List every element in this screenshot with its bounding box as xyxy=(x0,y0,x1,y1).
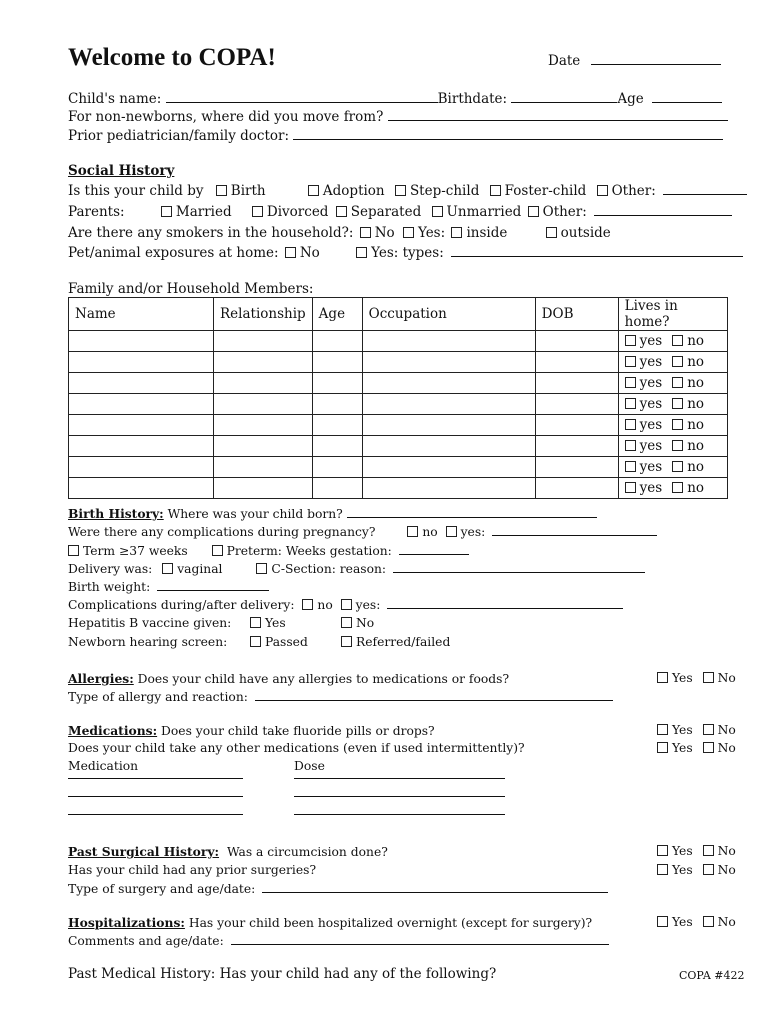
lives-yes-label: yes xyxy=(639,333,663,349)
hepb-label: Hepatitis B vaccine given: xyxy=(68,616,232,630)
separated-checkbox[interactable] xyxy=(336,206,347,217)
lives-in-home-cell xyxy=(618,331,727,352)
medications-row xyxy=(68,723,435,738)
prior-surgeries-no-checkbox[interactable] xyxy=(703,864,714,875)
del-no-checkbox[interactable] xyxy=(302,599,313,610)
delivery-complications-row xyxy=(68,597,623,612)
lives-yes-checkbox[interactable] xyxy=(625,356,636,367)
col-name: Name xyxy=(69,298,214,331)
lives-no-label: no xyxy=(687,375,705,391)
birth-checkbox[interactable] xyxy=(216,185,227,196)
lives-in-home-cell xyxy=(618,436,727,457)
child-name-label: Child's name: xyxy=(68,91,162,107)
allergy-type-field[interactable] xyxy=(255,689,613,701)
prior-surgeries-no-label: No xyxy=(717,863,736,877)
hepb-yes-option xyxy=(250,616,286,630)
dob-cell[interactable] xyxy=(535,478,618,499)
name-cell[interactable] xyxy=(69,394,214,415)
lives-yes-checkbox[interactable] xyxy=(625,335,636,346)
other-label: Other: xyxy=(611,183,656,199)
divorced-checkbox[interactable] xyxy=(252,206,263,217)
pets-row xyxy=(68,245,743,261)
hepb-no-option xyxy=(341,616,374,630)
family-member-row xyxy=(69,373,728,394)
other-meds-no-checkbox[interactable] xyxy=(703,742,714,753)
dob-cell[interactable] xyxy=(535,331,618,352)
adoption-label: Adoption xyxy=(322,183,385,199)
del-yes-label: yes: xyxy=(355,598,381,612)
lives-yes-label: yes xyxy=(639,480,663,496)
hosp-row xyxy=(68,915,592,930)
social-history-heading: Social History xyxy=(68,163,175,179)
circumcision-yes-checkbox[interactable] xyxy=(657,845,668,856)
smokers-label: Are there any smokers in the household?: xyxy=(68,225,354,241)
smokers-inside-checkbox[interactable] xyxy=(451,227,462,238)
child-by-label: Is this your child by xyxy=(68,183,204,199)
lives-in-home-cell xyxy=(618,394,727,415)
birth-weight-field[interactable] xyxy=(157,579,269,591)
hepb-no-checkbox[interactable] xyxy=(341,617,352,628)
allergies-no-label: No xyxy=(717,671,736,685)
birth-weight-label: Birth weight: xyxy=(68,580,151,594)
hosp-comments-label: Comments and age/date: xyxy=(68,934,224,948)
age-field[interactable] xyxy=(652,91,722,103)
del-yes-checkbox[interactable] xyxy=(341,599,352,610)
stepchild-checkbox[interactable] xyxy=(395,185,406,196)
circumcision-no-checkbox[interactable] xyxy=(703,845,714,856)
smokers-row xyxy=(68,225,611,241)
medication-col-label: Medication xyxy=(68,759,139,773)
other-checkbox[interactable] xyxy=(597,185,608,196)
dose-col-label: Dose xyxy=(294,759,325,773)
prior-doctor-row xyxy=(68,128,723,144)
csection-reason-field[interactable] xyxy=(393,561,645,573)
family-member-row xyxy=(69,415,728,436)
del-yes-field[interactable] xyxy=(387,597,623,609)
surgery-type-label: Type of surgery and age/date: xyxy=(68,882,256,896)
lives-no-checkbox[interactable] xyxy=(672,419,683,430)
name-cell[interactable] xyxy=(69,352,214,373)
name-cell[interactable] xyxy=(69,373,214,394)
hosp-comments-row xyxy=(68,933,609,948)
birth-label: Birth xyxy=(230,183,266,199)
col-relationship: Relationship xyxy=(214,298,313,331)
lives-in-home-cell xyxy=(618,373,727,394)
hearing-referred-checkbox[interactable] xyxy=(341,636,352,647)
parents-row xyxy=(68,204,732,220)
fosterchild-checkbox[interactable] xyxy=(490,185,501,196)
gestation-row xyxy=(68,543,469,558)
dob-cell[interactable] xyxy=(535,457,618,478)
other-meds-no-label: No xyxy=(717,741,736,755)
birth-weight-row xyxy=(68,579,269,594)
age-cell[interactable] xyxy=(312,436,362,457)
smokers-no-checkbox[interactable] xyxy=(360,227,371,238)
relationship-cell[interactable] xyxy=(214,331,313,352)
lives-no-checkbox[interactable] xyxy=(672,377,683,388)
circumcision-question: Was a circumcision done? xyxy=(226,845,388,859)
vaginal-label: vaginal xyxy=(177,562,223,576)
hearing-passed-label: Passed xyxy=(265,635,308,649)
pets-no-checkbox[interactable] xyxy=(285,247,296,258)
pets-yes-label: Yes: types: xyxy=(371,245,444,261)
lives-in-home-cell xyxy=(618,415,727,436)
form-code: COPA #422 xyxy=(679,969,745,982)
age-cell[interactable] xyxy=(312,457,362,478)
name-cell[interactable] xyxy=(69,478,214,499)
hearing-passed-checkbox[interactable] xyxy=(250,636,261,647)
hosp-question: Has your child been hospitalized overnight (except for surgery)? xyxy=(188,916,593,930)
name-cell[interactable] xyxy=(69,436,214,457)
lives-no-checkbox[interactable] xyxy=(672,356,683,367)
family-member-row xyxy=(69,394,728,415)
lives-yes-label: yes xyxy=(639,354,663,370)
family-member-row xyxy=(69,331,728,352)
lives-no-label: no xyxy=(687,459,705,475)
term-label: Term ≥37 weeks xyxy=(83,544,188,558)
lives-no-checkbox[interactable] xyxy=(672,482,683,493)
relationship-cell[interactable] xyxy=(214,415,313,436)
smokers-yes-label: Yes: xyxy=(417,225,446,241)
allergies-question: Does your child have any allergies to medications or foods? xyxy=(137,672,510,686)
birth-history-heading: Birth History: xyxy=(68,506,164,521)
lives-no-label: no xyxy=(687,438,705,454)
fluoride-yn xyxy=(657,723,736,737)
smokers-inside-label: inside xyxy=(466,225,508,241)
unmarried-checkbox[interactable] xyxy=(432,206,443,217)
preg-no-label: no xyxy=(422,525,438,539)
age-cell[interactable] xyxy=(312,352,362,373)
past-medical-history-text: Past Medical History: Has your child had any of the following? xyxy=(68,966,497,982)
allergies-heading: Allergies: xyxy=(68,671,134,686)
birth-where-row xyxy=(68,506,597,521)
lives-no-checkbox[interactable] xyxy=(672,398,683,409)
fluoride-question: Does your child take fluoride pills or drops? xyxy=(161,724,435,738)
other-meds-yes-checkbox[interactable] xyxy=(657,742,668,753)
date-row xyxy=(548,53,721,69)
hepb-no-label: No xyxy=(356,616,375,630)
col-age: Age xyxy=(312,298,362,331)
dose-field-1[interactable] xyxy=(294,778,505,779)
family-member-row xyxy=(69,436,728,457)
hosp-no-checkbox[interactable] xyxy=(703,916,714,927)
csection-label: C-Section: reason: xyxy=(271,562,387,576)
surgical-row xyxy=(68,844,388,859)
parents-other-checkbox[interactable] xyxy=(528,206,539,217)
fosterchild-label: Foster-child xyxy=(504,183,587,199)
hearing-row xyxy=(68,635,227,649)
medication-field-2[interactable] xyxy=(68,796,243,797)
occupation-cell[interactable] xyxy=(362,436,535,457)
lives-no-checkbox[interactable] xyxy=(672,440,683,451)
occupation-cell[interactable] xyxy=(362,478,535,499)
relationship-cell[interactable] xyxy=(214,373,313,394)
family-header-row xyxy=(69,298,728,331)
delivery-row xyxy=(68,561,645,576)
surgery-type-field[interactable] xyxy=(262,881,608,893)
dob-cell[interactable] xyxy=(535,436,618,457)
fluoride-no-label: No xyxy=(717,723,736,737)
occupation-cell[interactable] xyxy=(362,394,535,415)
parents-other-label: Other: xyxy=(542,204,587,220)
birth-where-field[interactable] xyxy=(347,506,597,518)
family-member-row xyxy=(69,478,728,499)
prior-surgeries-yes-checkbox[interactable] xyxy=(657,864,668,875)
preterm-checkbox[interactable] xyxy=(212,545,223,556)
lives-no-checkbox[interactable] xyxy=(672,335,683,346)
allergies-yn xyxy=(657,671,736,685)
hearing-label: Newborn hearing screen: xyxy=(68,635,228,649)
delivery-label: Delivery was: xyxy=(68,562,153,576)
pets-no-label: No xyxy=(299,245,320,261)
birthdate-field[interactable] xyxy=(511,91,617,103)
family-table xyxy=(68,297,728,499)
circumcision-no-label: No xyxy=(717,844,736,858)
date-field[interactable] xyxy=(591,53,721,65)
move-from-field[interactable] xyxy=(388,109,728,121)
date-label: Date xyxy=(548,53,581,69)
move-from-label: For non-newborns, where did you move from? xyxy=(68,109,384,125)
col-dob: DOB xyxy=(535,298,618,331)
age-label: Age xyxy=(617,91,644,107)
fluoride-yes-label: Yes xyxy=(672,723,693,737)
dob-cell[interactable] xyxy=(535,415,618,436)
csection-checkbox[interactable] xyxy=(256,563,267,574)
married-label: Married xyxy=(175,204,232,220)
lives-yes-checkbox[interactable] xyxy=(625,398,636,409)
smokers-no-label: No xyxy=(374,225,395,241)
hepb-row xyxy=(68,616,231,630)
relationship-cell[interactable] xyxy=(214,478,313,499)
fluoride-yes-checkbox[interactable] xyxy=(657,724,668,735)
lives-yes-label: yes xyxy=(639,396,663,412)
prior-surgeries-yn xyxy=(657,863,736,877)
stepchild-label: Step-child xyxy=(409,183,480,199)
lives-no-label: no xyxy=(687,333,705,349)
medication-field-1[interactable] xyxy=(68,778,243,779)
hearing-referred-option xyxy=(341,635,450,649)
smokers-yes-checkbox[interactable] xyxy=(403,227,414,238)
lives-yes-checkbox[interactable] xyxy=(625,461,636,472)
hosp-yn xyxy=(657,915,736,929)
preg-yes-label: yes: xyxy=(460,525,486,539)
allergies-row xyxy=(68,671,509,686)
hepb-yes-label: Yes xyxy=(265,616,286,630)
prior-doctor-label: Prior pediatrician/family doctor: xyxy=(68,128,290,144)
lives-yes-checkbox[interactable] xyxy=(625,377,636,388)
allergies-yes-checkbox[interactable] xyxy=(657,672,668,683)
unmarried-label: Unmarried xyxy=(446,204,522,220)
hosp-no-label: No xyxy=(717,915,736,929)
move-from-row xyxy=(68,109,728,125)
age-cell[interactable] xyxy=(312,394,362,415)
pets-label: Pet/animal exposures at home: xyxy=(68,245,279,261)
child-name-field[interactable] xyxy=(166,91,438,103)
pets-yes-checkbox[interactable] xyxy=(356,247,367,258)
preterm-label: Preterm: Weeks gestation: xyxy=(226,544,392,558)
age-cell[interactable] xyxy=(312,478,362,499)
lives-yes-label: yes xyxy=(639,438,663,454)
lives-yes-label: yes xyxy=(639,375,663,391)
allergy-type-row xyxy=(68,689,613,704)
pregnancy-complications-row xyxy=(68,524,657,539)
lives-in-home-cell xyxy=(618,478,727,499)
col-occupation: Occupation xyxy=(362,298,535,331)
term-checkbox[interactable] xyxy=(68,545,79,556)
other-meds-yes-label: Yes xyxy=(672,741,693,755)
smokers-outside-label: outside xyxy=(560,225,611,241)
smokers-outside-checkbox[interactable] xyxy=(546,227,557,238)
circumcision-yes-label: Yes xyxy=(672,844,693,858)
married-checkbox[interactable] xyxy=(161,206,172,217)
lives-yes-checkbox[interactable] xyxy=(625,440,636,451)
preg-yes-checkbox[interactable] xyxy=(446,526,457,537)
lives-yes-label: yes xyxy=(639,417,663,433)
lives-no-label: no xyxy=(687,417,705,433)
name-cell[interactable] xyxy=(69,415,214,436)
birthdate-label: Birthdate: xyxy=(437,91,508,107)
lives-yes-checkbox[interactable] xyxy=(625,482,636,493)
hosp-comments-field[interactable] xyxy=(231,933,609,945)
surgery-type-row xyxy=(68,881,608,896)
child-info-row xyxy=(68,91,722,107)
other-meds-question: Does your child take any other medications (even if used intermittently)? xyxy=(68,741,525,755)
hosp-yes-checkbox[interactable] xyxy=(657,916,668,927)
occupation-cell[interactable] xyxy=(362,352,535,373)
name-cell[interactable] xyxy=(69,457,214,478)
child-by-other-field[interactable] xyxy=(663,183,747,195)
lives-no-checkbox[interactable] xyxy=(672,461,683,472)
hosp-heading: Hospitalizations: xyxy=(68,915,185,930)
family-member-row xyxy=(69,457,728,478)
lives-in-home-cell xyxy=(618,352,727,373)
relationship-cell[interactable] xyxy=(214,457,313,478)
hearing-referred-label: Referred/failed xyxy=(356,635,451,649)
preg-no-checkbox[interactable] xyxy=(407,526,418,537)
fluoride-no-checkbox[interactable] xyxy=(703,724,714,735)
birth-where-label: Where was your child born? xyxy=(167,507,343,521)
age-cell[interactable] xyxy=(312,331,362,352)
occupation-cell[interactable] xyxy=(362,457,535,478)
medication-field-3[interactable] xyxy=(68,814,243,815)
family-member-row xyxy=(69,352,728,373)
dob-cell[interactable] xyxy=(535,394,618,415)
occupation-cell[interactable] xyxy=(362,415,535,436)
allergies-yes-label: Yes xyxy=(672,671,693,685)
hosp-yes-label: Yes xyxy=(672,915,693,929)
dose-field-3[interactable] xyxy=(294,814,505,815)
other-meds-yn xyxy=(657,741,736,755)
allergies-no-checkbox[interactable] xyxy=(703,672,714,683)
parents-other-field[interactable] xyxy=(594,204,732,216)
hearing-passed-option xyxy=(250,635,308,649)
pregnancy-complications-label: Were there any complications during pregnancy? xyxy=(68,525,376,539)
name-cell[interactable] xyxy=(69,331,214,352)
dob-cell[interactable] xyxy=(535,352,618,373)
circumcision-yn xyxy=(657,844,736,858)
child-by-row xyxy=(68,183,747,199)
surgical-heading: Past Surgical History: xyxy=(68,844,220,859)
occupation-cell[interactable] xyxy=(362,373,535,394)
lives-no-label: no xyxy=(687,396,705,412)
col-lives-in-home: Lives in home? xyxy=(618,298,727,331)
relationship-cell[interactable] xyxy=(214,436,313,457)
age-cell[interactable] xyxy=(312,415,362,436)
dob-cell[interactable] xyxy=(535,373,618,394)
family-heading: Family and/or Household Members: xyxy=(68,281,314,297)
preg-yes-field[interactable] xyxy=(492,524,657,536)
delivery-complications-label: Complications during/after delivery: xyxy=(68,598,295,612)
divorced-label: Divorced xyxy=(266,204,329,220)
allergy-type-label: Type of allergy and reaction: xyxy=(68,690,248,704)
page-title: Welcome to COPA! xyxy=(68,44,276,71)
lives-yes-label: yes xyxy=(639,459,663,475)
occupation-cell[interactable] xyxy=(362,331,535,352)
lives-yes-checkbox[interactable] xyxy=(625,419,636,430)
lives-no-label: no xyxy=(687,354,705,370)
separated-label: Separated xyxy=(350,204,422,220)
prior-surgeries-yes-label: Yes xyxy=(672,863,693,877)
relationship-cell[interactable] xyxy=(214,394,313,415)
pets-types-field[interactable] xyxy=(451,245,743,257)
del-no-label: no xyxy=(317,598,333,612)
prior-surgeries-question: Has your child had any prior surgeries? xyxy=(68,863,317,877)
adoption-checkbox[interactable] xyxy=(308,185,319,196)
relationship-cell[interactable] xyxy=(214,352,313,373)
dose-field-2[interactable] xyxy=(294,796,505,797)
parents-label: Parents: xyxy=(68,204,125,220)
medications-heading: Medications: xyxy=(68,723,158,738)
prior-doctor-field[interactable] xyxy=(293,128,723,140)
lives-in-home-cell xyxy=(618,457,727,478)
hepb-yes-checkbox[interactable] xyxy=(250,617,261,628)
vaginal-checkbox[interactable] xyxy=(162,563,173,574)
lives-no-label: no xyxy=(687,480,705,496)
age-cell[interactable] xyxy=(312,373,362,394)
weeks-gestation-field[interactable] xyxy=(399,543,469,555)
